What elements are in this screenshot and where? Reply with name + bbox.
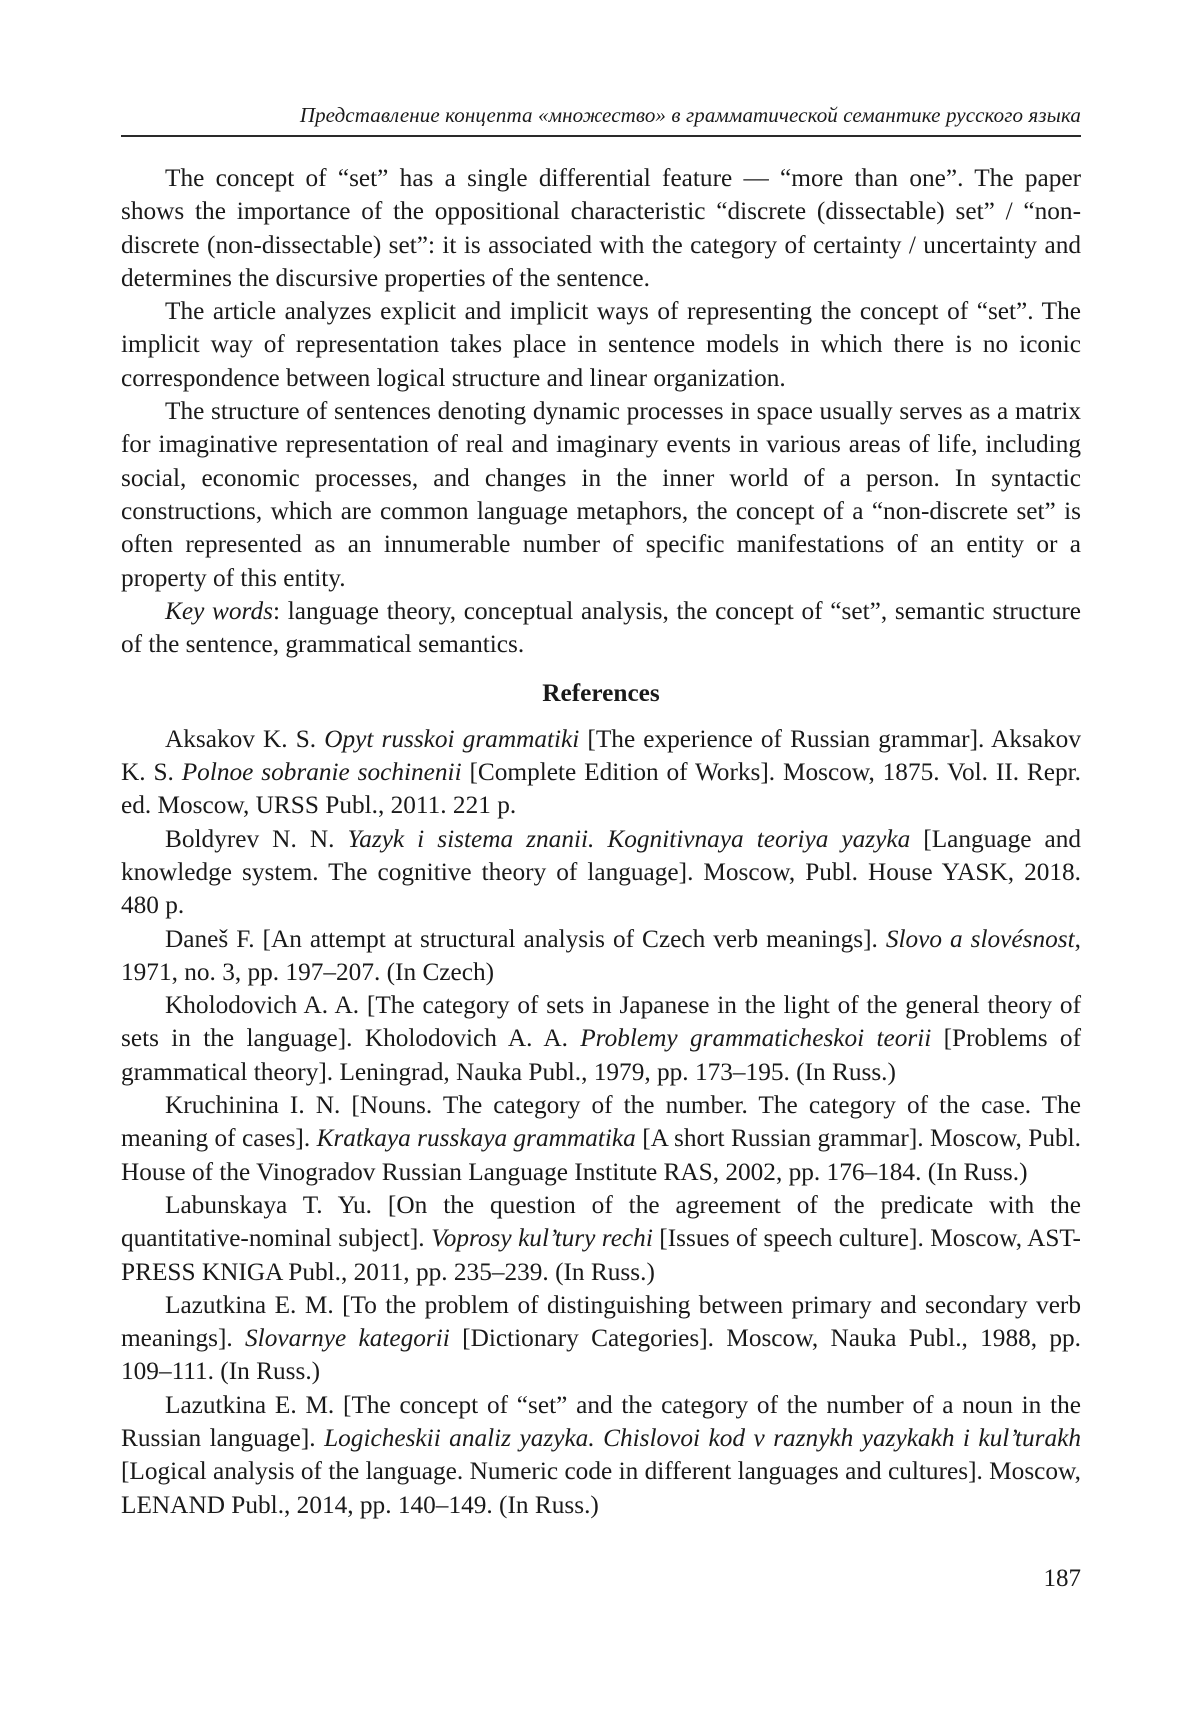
reference-text: Kruchinina I. N. [Nouns. The category of the number. The category of the case. The meaning of cases]. — [121, 1091, 1081, 1153]
reference-text: Lazutkina E. M. [To the problem of distinguishing between primary and secondary verb meanings]. — [121, 1290, 1081, 1353]
reference-item — [121, 723, 1081, 823]
reference-text: [Issues of speech culture]. Moscow, AST-PRESS KNIGA Publ., 2011, pp. 235–239. (In Russ.) — [121, 1224, 1081, 1286]
running-title: Представление концепта «множество» в грамматической семантике русского языка — [299, 103, 1081, 127]
reference-text: Lazutkina E. M. [The concept of “set” and the category of the number of a noun in the Russian language]. — [121, 1390, 1081, 1452]
reference-item — [121, 923, 1081, 990]
abstract-paragraph: The structure of sentences denoting dynamic processes in space usually serves as a matrix for imaginative representation of real and imaginary events in various areas of life, including social, economic processes, and changes in the inner world of a person. In syntactic constructions, which are common language metaphors, the concept of a “non-discrete set” is often represented as an innumerable number of specific manifestations of an entity or a property of this entity. — [121, 397, 1081, 592]
reference-text: [A short Russian grammar]. Moscow, Publ. House of the Vinogradov Russian Language Institute RAS, 2002, pp. 176–184. (In Russ.) — [121, 1124, 1081, 1186]
keywords-text: : language theory, conceptual analysis, the concept of “set”, semantic structure of the sentence, grammatical semantics. — [121, 596, 1081, 659]
reference-text: , 1971, no. 3, pp. 197–207. (In Czech) — [121, 924, 1081, 986]
keywords-label: Key words — [165, 596, 273, 625]
reference-text: Kholodovich A. A. [The category of sets in Japanese in the light of the general theory of sets in the language]. Kholodovich A. A. — [121, 991, 1081, 1053]
reference-item — [121, 1189, 1081, 1289]
page-number: 187 — [1043, 1565, 1081, 1592]
reference-item — [121, 989, 1081, 1089]
reference-text: [Dictionary Categories]. Moscow, Nauka Publ., 1988, pp. 109–111. (In Russ.) — [121, 1324, 1082, 1386]
references-heading: References — [542, 679, 660, 708]
reference-text: Boldyrev N. N. — [165, 824, 348, 853]
abstract-paragraph: The concept of “set” has a single differential feature — “more than one”. The paper shows the importance of the oppositional characteristic “discrete (dissectable) set” / “non-discrete (non-dissectable) set”: it is associated with the category of certainty / uncertainty and determines the discursive properties of the sentence. — [121, 164, 1081, 292]
reference-item — [121, 1389, 1081, 1522]
reference-item — [121, 1089, 1081, 1189]
reference-text: Labunskaya T. Yu. [On the question of the agreement of the predicate with the quantitative-nominal subject]. — [121, 1190, 1081, 1253]
reference-text: [Problems of grammatical theory]. Leningrad, Nauka Publ., 1979, pp. 173–195. (In Russ.) — [121, 1024, 1081, 1086]
reference-title: Slovo a slovésnost — [885, 924, 1075, 953]
reference-title: Yazyk i sistema znanii. Kognitivnaya teoriya yazyka — [347, 824, 911, 853]
reference-text: Daneš F. [An attempt at structural analysis of Czech verb meanings]. — [165, 924, 886, 953]
header-rule — [121, 135, 1081, 137]
reference-title: Problemy grammaticheskoi teorii — [580, 1024, 932, 1053]
reference-title: Voprosy kul’tury rechi — [431, 1224, 653, 1253]
reference-title: Polnoe sobranie sochinenii — [181, 758, 462, 787]
reference-title: Slovarnye kategorii — [245, 1324, 450, 1353]
reference-title: Kratkaya russkaya grammatika — [316, 1124, 636, 1153]
abstract-paragraph: The article analyzes explicit and implicit ways of representing the concept of “set”. The implicit way of representation takes place in sentence models in which there is no iconic correspondence between logical structure and linear organization. — [121, 297, 1081, 392]
reference-item — [121, 823, 1081, 923]
article-body — [121, 162, 1081, 1522]
reference-title: Opyt russkoi grammatiki — [324, 724, 580, 753]
reference-title: Logicheskii analiz yazyka. Chislovoi kod v raznykh yazykakh i kul’turakh — [324, 1423, 1081, 1452]
reference-text: [Complete Edition of Works]. Moscow, 1875. Vol. II. Repr. ed. Moscow, URSS Publ., 2011. 221 p. — [121, 758, 1081, 820]
reference-text: [Language and knowledge system. The cognitive theory of language]. Moscow, Publ. House YASK, 2018. 480 p. — [121, 824, 1082, 920]
reference-text: [Logical analysis of the language. Numeric code in different languages and cultures]. Moscow, LENAND Publ., 2014, pp. 140–149. (In Russ.) — [121, 1457, 1081, 1519]
reference-text: Aksakov K. S. — [165, 724, 325, 753]
reference-item — [121, 1289, 1081, 1389]
keywords-paragraph — [121, 595, 1081, 662]
reference-text: [The experience of Russian grammar]. Aksakov K. S. — [121, 724, 1081, 787]
